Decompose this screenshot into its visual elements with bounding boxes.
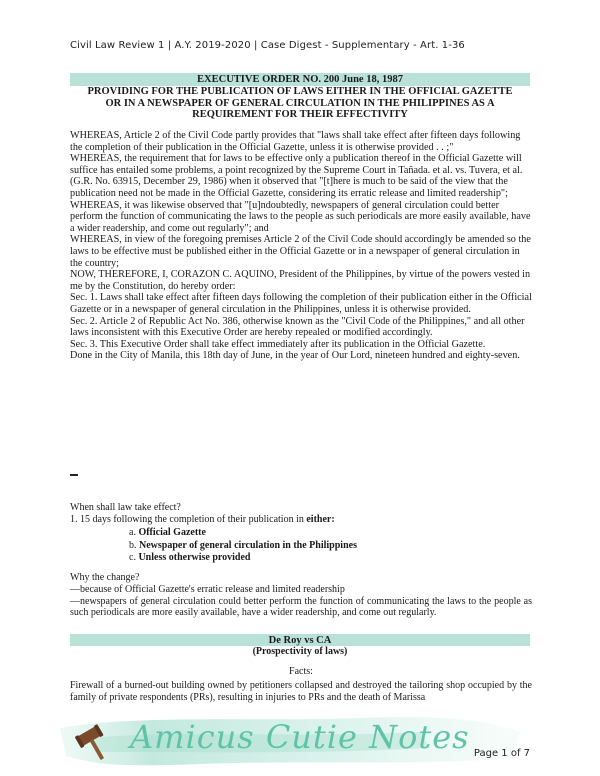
option-text: Unless otherwise provided bbox=[138, 552, 251, 564]
subtitle-line: REQUIREMENT FOR THEIR EFFECTIVITY bbox=[192, 109, 408, 120]
why-reason: —because of Official Gazette's erratic release and limited readership bbox=[70, 583, 345, 595]
answer-options bbox=[129, 527, 357, 565]
executive-order-body bbox=[70, 130, 532, 362]
case-subtitle: (Prospectivity of laws) bbox=[252, 646, 348, 657]
brand-logo-text: Amicus Cutie Notes bbox=[130, 718, 470, 756]
option-letter: b. bbox=[129, 539, 139, 551]
whereas-paragraph: WHEREAS, it was likewise observed that "[u]ndoubtedly, newspapers of general circulation could better perform the function of communicating the laws to the people as such periodicals are more easily available, have a wider readership, and come out regularly"; and bbox=[70, 199, 531, 234]
done-paragraph: Done in the City of Manila, this 18th day of June, in the year of Our Lord, nineteen hundred and eighty-seven. bbox=[70, 350, 520, 362]
subtitle-line: PROVIDING FOR THE PUBLICATION OF LAWS EITHER IN THE OFFICIAL GAZETTE bbox=[87, 86, 513, 97]
answer-text: 1. 15 days following the completion of their publication in bbox=[70, 514, 307, 525]
section-paragraph: Sec. 3. This Executive Order shall take effect immediately after its publication in the Official Gazette. bbox=[70, 338, 486, 350]
section-paragraph: Sec. 2. Article 2 of Republic Act No. 386, otherwise known as the "Civil Code of the Philippines," and all other laws inconsistent with this Executive Order are hereby repealed or modified accordingly. bbox=[70, 315, 525, 339]
section-paragraph: Sec. 1. Laws shall take effect after fifteen days following the completion of their publication either in the Official Gazette or in a newspaper of general circulation in the Philippines, unless it is otherwise provided. bbox=[70, 292, 532, 315]
option-text: Official Gazette bbox=[138, 527, 206, 538]
option-item bbox=[129, 527, 357, 540]
gavel-icon bbox=[72, 722, 120, 762]
subtitle-line: OR IN A NEWSPAPER OF GENERAL CIRCULATION IN THE PHILIPPINES AS A bbox=[105, 97, 495, 109]
case-title: De Roy vs CA bbox=[70, 634, 530, 646]
facts-text: Firewall of a burned-out building owned by petitioners collapsed and destroyed the tailoring shop occupied by the family of private respondents (PRs), resulting in injuries to PRs and the death of Marissa bbox=[70, 680, 532, 703]
why-section bbox=[70, 572, 532, 619]
option-text: Newspaper of general circulation in the Philippines bbox=[139, 539, 357, 551]
whereas-paragraph: WHEREAS, in view of the foregoing premises Article 2 of the Civil Code should accordingly be amended so the laws to be effective must be published either in the Official Gazette or in a newspaper of general circulation in the country; bbox=[70, 234, 531, 269]
section-divider bbox=[70, 474, 78, 476]
executive-order-title: EXECUTIVE ORDER NO. 200 June 18, 1987 bbox=[70, 73, 530, 86]
why-reason: —newspapers of general circulation could better perform the function of communicating the laws to the people as such periodicals are more easily available, have a wider readership, and come out regularly. bbox=[70, 595, 532, 619]
document-header: Civil Law Review 1 | A.Y. 2019-2020 | Case Digest - Supplementary - Art. 1-36 bbox=[70, 40, 465, 51]
option-item bbox=[129, 552, 357, 565]
option-item bbox=[129, 540, 357, 553]
whereas-paragraph: WHEREAS, Article 2 of the Civil Code partly provides that "laws shall take effect after fifteen days following the completion of their publication in the Official Gazette, unless it is otherwise provided . . ;" bbox=[70, 130, 521, 153]
question-text: When shall law take effect? bbox=[70, 502, 181, 513]
option-letter: a. bbox=[129, 527, 139, 538]
answer-emphasis: either: bbox=[306, 514, 335, 525]
order-paragraph: NOW, THEREFORE, I, CORAZON C. AQUINO, President of the Philippines, by virtue of the powers vested in me by the Constitution, do hereby order: bbox=[70, 269, 531, 292]
facts-label: Facts: bbox=[289, 666, 313, 677]
whereas-paragraph: WHEREAS, the requirement that for laws to be effective only a publication thereof in the Official Gazette will suffice has entailed some problems, a point recognized by the Supreme Court in Tañada. et al. vs. Tuvera, et al. (G.R. No. 63915, December 29, 1986) when it observed that "[t]here is much to be said of the view that the publication need not be made in the Official Gazette, considering its erratic release and limited readership"; bbox=[70, 153, 523, 199]
why-title: Why the change? bbox=[70, 572, 140, 583]
option-letter: c. bbox=[129, 552, 139, 564]
executive-order-subtitle bbox=[70, 86, 530, 121]
page-number: Page 1 of 7 bbox=[473, 748, 530, 759]
answer-line bbox=[70, 514, 335, 525]
